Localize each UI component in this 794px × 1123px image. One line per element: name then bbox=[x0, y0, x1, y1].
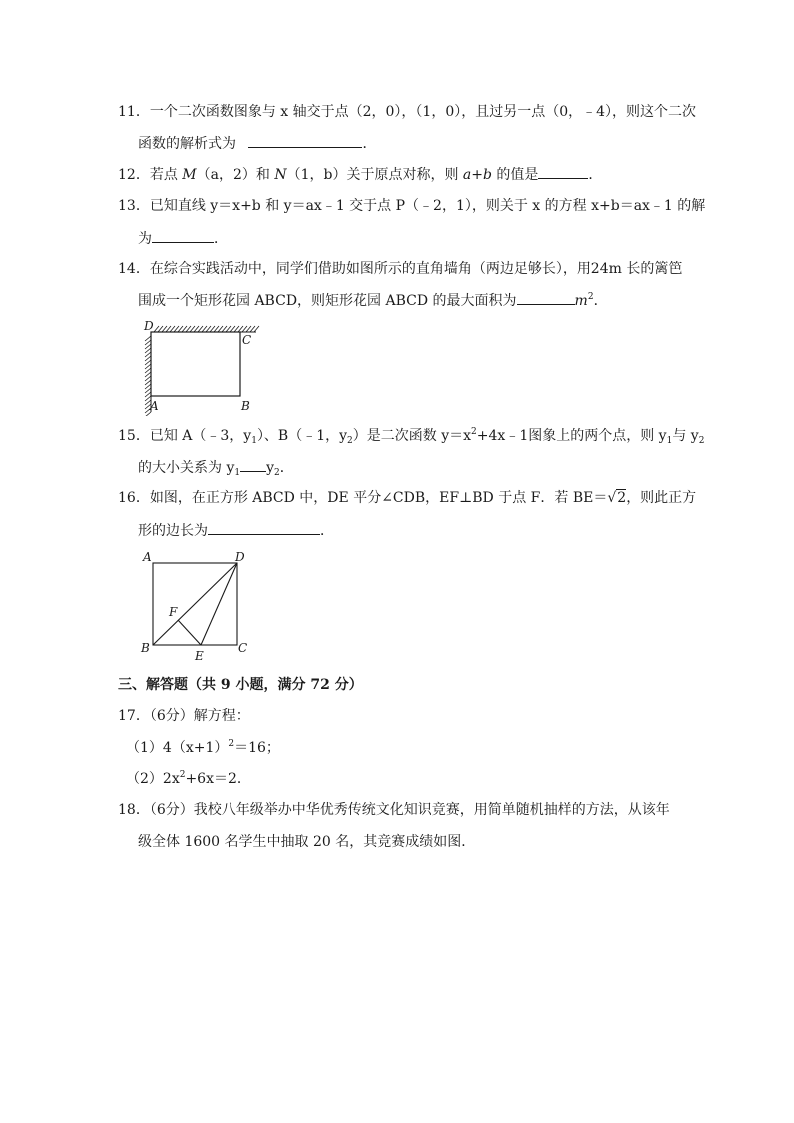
q15-a: 15．已知 A（﹣3，y bbox=[118, 428, 252, 444]
q14-end: ． bbox=[593, 293, 608, 309]
q15-f: 的大小关系为 y bbox=[138, 460, 235, 476]
q18-line2: 级全体 1600 名学生中抽取 20 名，其竞赛成绩如图． bbox=[138, 834, 476, 850]
q17-p2b: +6x＝2． bbox=[185, 771, 251, 787]
q16-line1 bbox=[118, 488, 696, 508]
q16-end: ． bbox=[320, 523, 334, 539]
q17-part1 bbox=[126, 738, 280, 758]
q16-b: ，则此正方 bbox=[626, 490, 697, 506]
q16-label-E: E bbox=[195, 649, 204, 663]
q17-part2 bbox=[126, 769, 251, 789]
answer-blank-q15[interactable] bbox=[240, 457, 266, 472]
q17-p1a: （1）4（x+1） bbox=[126, 740, 229, 756]
q16-label-B: B bbox=[141, 641, 150, 655]
q16-sqrt-val: 2 bbox=[617, 490, 627, 506]
q16-label-C: C bbox=[238, 641, 248, 655]
q14-text: 围成一个矩形花园 ABCD，则矩形花园 ABCD 的最大面积为 bbox=[138, 293, 517, 309]
q15-sub6: 2 bbox=[274, 468, 280, 478]
sqrt-symbol: √2 bbox=[607, 490, 627, 506]
q15-end: ． bbox=[279, 460, 294, 476]
q15-b: ）、B（﹣1，y bbox=[256, 428, 348, 444]
q15-d: +4x﹣1图象上的两个点，则 y bbox=[476, 428, 667, 444]
q11-text: 函数的解析式为 bbox=[138, 136, 236, 152]
q16-label-D: D bbox=[235, 550, 245, 564]
q15-sub5: 1 bbox=[234, 468, 241, 478]
q13-line1: 13．已知直线 y＝x+b 和 y＝ax﹣1 交于点 P（﹣2，1），则关于 x 的方程 x+b＝ax﹣1 的解 bbox=[118, 198, 706, 214]
q14-label-D: D bbox=[144, 319, 154, 333]
q15-g: y bbox=[266, 460, 275, 476]
q17-p1b: ＝16； bbox=[234, 740, 280, 756]
q17-head: 17．（6分）解方程： bbox=[118, 708, 250, 724]
q17-p2exp: 2 bbox=[179, 770, 186, 780]
q13-line2 bbox=[138, 228, 228, 249]
q14-label-A: A bbox=[150, 399, 159, 413]
q16-line2 bbox=[138, 520, 334, 541]
q12-end: ． bbox=[588, 167, 603, 183]
q14-unit-exp: 2 bbox=[587, 292, 594, 302]
answer-blank-q16[interactable] bbox=[208, 520, 320, 535]
q15-line2 bbox=[138, 457, 294, 478]
q15-c: ）是二次函数 y＝x bbox=[352, 428, 472, 444]
answer-blank-q14[interactable] bbox=[517, 290, 575, 305]
q12-line bbox=[118, 164, 602, 185]
q16-label-F: F bbox=[169, 605, 178, 619]
q13-text: 为 bbox=[138, 231, 152, 247]
q14-line1: 14．在综合实践活动中，同学们借助如图所示的直角墙角（两边足够长），用24m 长的篱笆 bbox=[118, 261, 683, 277]
q13-end: ． bbox=[214, 231, 228, 247]
q16-text: 形的边长为 bbox=[138, 523, 208, 539]
q12-ncoord: （1，b）关于原点对称，则 bbox=[286, 167, 459, 183]
q16-label-A: A bbox=[143, 550, 152, 564]
q17-p1exp: 2 bbox=[228, 739, 235, 749]
q11-line1: 11．一个二次函数图象与 x 轴交于点（2，0），（1，0），且过另一点（0，﹣4），则这个二次 bbox=[118, 104, 697, 120]
q12-num: 12．若点 bbox=[118, 167, 178, 183]
q11-end: ． bbox=[362, 136, 377, 152]
q14-unit: m bbox=[574, 293, 588, 309]
q15-line1 bbox=[118, 426, 704, 446]
q15-sub3: 1 bbox=[666, 436, 673, 446]
answer-blank-q12[interactable] bbox=[538, 164, 588, 179]
q12-mcoord: （a，2）和 bbox=[196, 167, 270, 183]
q12-expr: a+b bbox=[462, 167, 492, 183]
q12-M: M bbox=[182, 167, 197, 183]
q12-tail: 的值是 bbox=[496, 167, 539, 183]
q12-N: N bbox=[274, 167, 287, 183]
q14-figure bbox=[138, 318, 268, 416]
q15-sub4: 2 bbox=[698, 436, 705, 446]
q11-line2 bbox=[138, 133, 376, 154]
q15-e: 与 y bbox=[672, 428, 699, 444]
q14-label-C: C bbox=[242, 333, 252, 347]
q15-sub2: 2 bbox=[347, 436, 353, 446]
q16-a: 16．如图，在正方形 ABCD 中，DE 平分∠CDB，EF⊥BD 于点 F．若 BE＝ bbox=[118, 490, 608, 506]
q15-sub1: 1 bbox=[251, 436, 257, 446]
q17-p2a: （2）2x bbox=[126, 771, 180, 787]
answer-blank-q11[interactable] bbox=[248, 133, 362, 148]
q16-figure bbox=[138, 548, 258, 666]
q14-label-B: B bbox=[241, 399, 250, 413]
q14-line2 bbox=[138, 290, 608, 311]
answer-blank-q13[interactable] bbox=[152, 228, 214, 243]
q15-exp: 2 bbox=[471, 427, 477, 437]
q18-line1: 18．（6分）我校八年级举办中华优秀传统文化知识竞赛，用简单随机抽样的方法，从该年 bbox=[118, 802, 670, 818]
section-3-heading: 三、解答题（共 9 小题，满分 72 分） bbox=[118, 677, 363, 693]
